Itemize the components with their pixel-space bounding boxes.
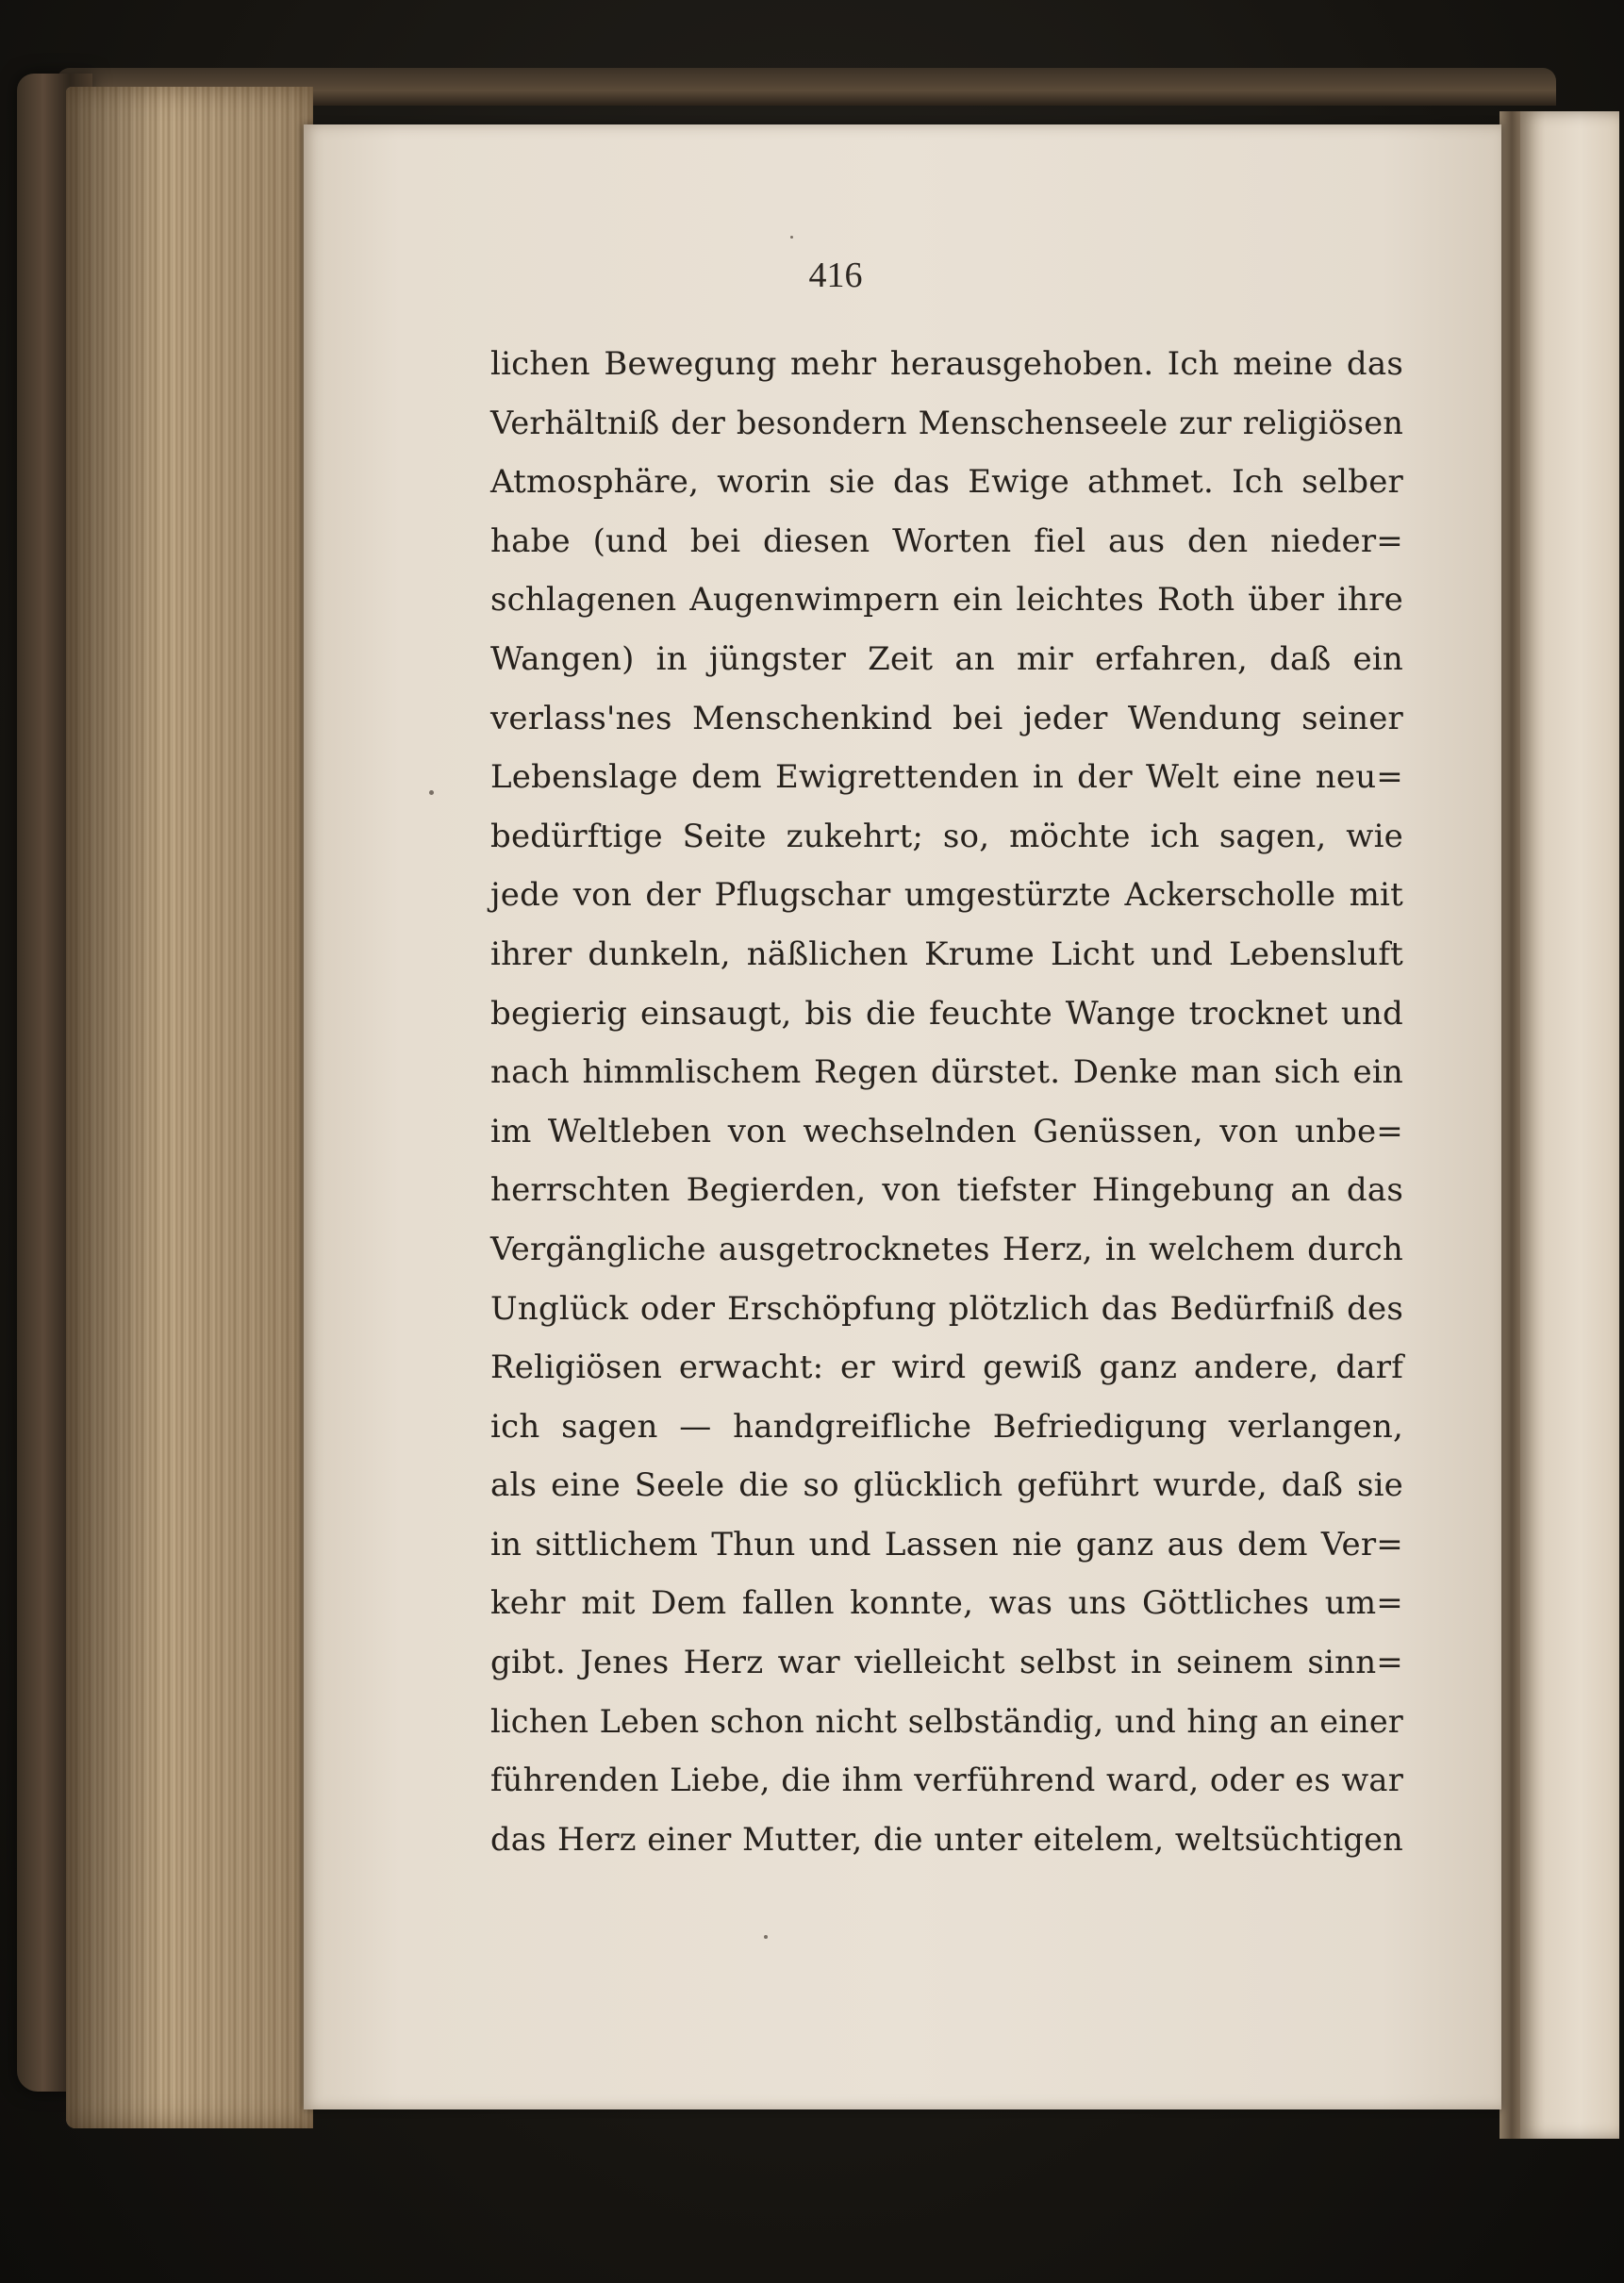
text-line: verlass'nes Menschenkind bei jeder Wendung seiner: [490, 699, 1403, 737]
text-line: habe (und bei diesen Worten fiel aus den nieder=: [490, 521, 1403, 560]
text-line: das Herz einer Mutter, die unter eitelem, weltsüchtigen: [490, 1820, 1403, 1858]
text-line: nach himmlischem Regen dürstet. Denke man sich ein: [490, 1053, 1403, 1092]
text-line: in sittlichem Thun und Lassen nie ganz aus dem Ver=: [490, 1525, 1403, 1563]
facing-page-edge: [1520, 111, 1619, 2139]
text-line: Verhältniß der besondern Menschenseele zur religiösen: [490, 404, 1403, 441]
text-line: Atmosphäre, worin sie das Ewige athmet. Ich selber: [490, 463, 1403, 502]
text-line: Vergängliche ausgetrocknetes Herz, in welchem durch: [490, 1230, 1403, 1268]
text-line: jede von der Pflugschar umgestürzte Ackerscholle mit: [490, 876, 1403, 915]
text-line: kehr mit Dem fallen konnte, was uns Göttliches um=: [490, 1584, 1403, 1623]
paper-speck: [429, 790, 434, 795]
text-line: Lebenslage dem Ewigrettenden in der Welt eine neu=: [490, 758, 1403, 797]
text-line: herrschten Begierden, von tiefster Hingebung an das: [490, 1171, 1403, 1210]
text-line: im Weltleben von wechselnden Genüssen, von unbe=: [490, 1112, 1403, 1150]
page-number: 416: [808, 256, 863, 295]
text-line: lichen Bewegung mehr herausgehoben. Ich meine das: [490, 345, 1403, 383]
page-stack-edges: [66, 87, 313, 2128]
text-line: führenden Liebe, die ihm verführend ward, oder es war: [490, 1762, 1403, 1799]
paper-speck: [790, 236, 793, 239]
text-line: schlagenen Augenwimpern ein leichtes Roth über ihre: [490, 581, 1403, 620]
text-line: Wangen) in jüngster Zeit an mir erfahren, daß ein: [490, 639, 1403, 678]
text-line: begierig einsaugt, bis die feuchte Wange trocknet und: [490, 994, 1403, 1033]
text-line: Unglück oder Erschöpfung plötzlich das Bedürfniß des: [490, 1289, 1403, 1328]
text-line: Religiösen erwacht: er wird gewiß ganz andere, darf: [490, 1348, 1403, 1387]
paper-speck: [764, 1935, 768, 1939]
text-line: bedürftige Seite zukehrt; so, möchte ich sagen, wie: [490, 817, 1403, 855]
text-line: lichen Leben schon nicht selbständig, und hing an einer: [490, 1702, 1403, 1740]
text-line: ihrer dunkeln, näßlichen Krume Licht und Lebensluft: [490, 935, 1403, 973]
text-line: als eine Seele die so glücklich geführt wurde, daß sie: [490, 1466, 1403, 1505]
text-line: ich sagen — handgreifliche Befriedigung verlangen,: [490, 1407, 1403, 1446]
page-text: [490, 335, 1403, 1869]
text-line: gibt. Jenes Herz war vielleicht selbst in seinem sinn=: [490, 1644, 1403, 1682]
